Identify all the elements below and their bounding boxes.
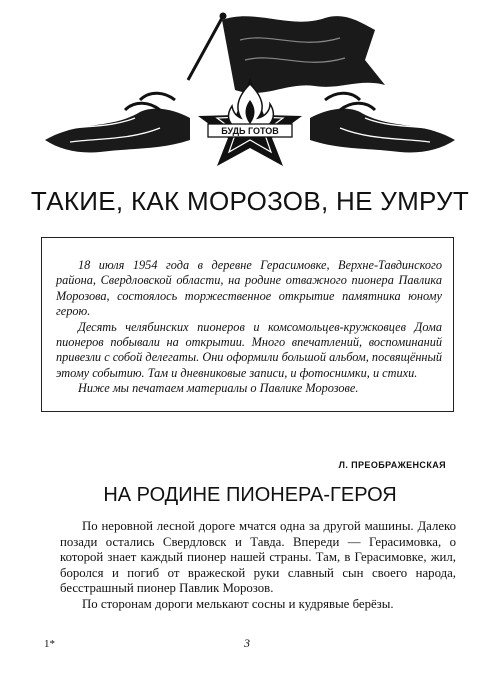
intro-paragraph: Десять челябинских пионеров и комсомольцев-кружковцев Дома пионеров побывали на открытии. Много впечатлений, воспоминаний привезли с собой делегаты. Они оформили большой альбом, посвящённый этому событию. Там и дневниковые записи, и фотоснимки, и стихи. xyxy=(56,319,442,380)
printer-signature-mark: 1* xyxy=(44,638,55,650)
intro-paragraph: Ниже мы печатаем материалы о Павлике Морозове. xyxy=(78,381,359,396)
page-title: ТАКИЕ, КАК МОРОЗОВ, НЕ УМРУТ xyxy=(30,186,470,216)
right-wreath xyxy=(310,109,455,153)
pioneer-emblem-illustration xyxy=(40,0,460,168)
intro-paragraph: 18 июля 1954 года в деревне Герасимовке, Верхне-Тавдинского района, Свердловской области, на родине отважного пионера Павлика Морозова, состоялось торжественное открытие памятника юному герою. xyxy=(56,258,442,319)
waving-flag xyxy=(222,16,385,93)
article-author: Л. ПРЕОБРАЖЕНСКАЯ xyxy=(338,460,446,470)
body-paragraph: По сторонам дороги мелькают сосны и кудрявые берёзы. xyxy=(82,596,394,611)
flag-pole xyxy=(188,18,222,80)
intro-text xyxy=(56,258,442,397)
page-number: 3 xyxy=(244,636,250,650)
article-title: НА РОДИНЕ ПИОНЕРА-ГЕРОЯ xyxy=(103,484,397,506)
article-body xyxy=(60,519,456,613)
body-paragraph: По неровной лесной дороге мчатся одна за другой машины. Далеко позади остались Свердловск и Тавда. Впереди — Герасимовка, о которой знает каждый пионер нашей страны. Там, в Герасимовке, жил, боролся и погиб от вражеской руки славный сын своего народа, бесстрашный пионер Павлик Морозов. xyxy=(60,519,456,596)
left-wreath xyxy=(45,109,190,153)
emblem-banner-text: БУДЬ ГОТОВ xyxy=(221,126,279,136)
